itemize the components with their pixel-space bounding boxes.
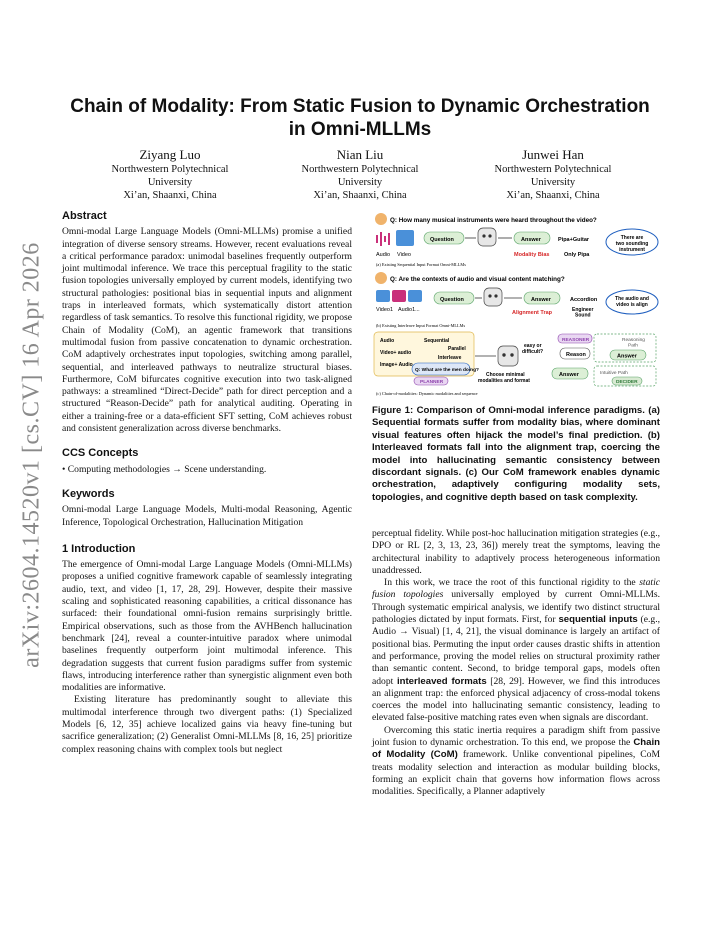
decider-label: DECIDER bbox=[616, 380, 638, 385]
right-column bbox=[372, 528, 660, 799]
ccs-text: • Computing methodologies → Scene understanding. bbox=[62, 463, 267, 475]
intro-paragraph-1: The emergence of Omni-modal Large Language Models (Omni-MLLMs) proposes a unified cognitive framework capable of seamlessly integrating audio, text, and video [1, 17, 28, 29]. However, despite their massive scaling and sophisticated reasoning capabilities, a critical dissonance has surfaced: their foundational omni-fusion remains surprisingly brittle. Empirical observations, such as those from the AVHBench hallucination benchmark [24], reveal a counter-intuitive paradox where unimodal baselines frequently outperform joint multimodal inference. This degradation suggests that current fusion paradigms suffer from systemic flaws, introducing interference rather than synergistic alignment even both modalities are informative. bbox=[62, 559, 352, 694]
figure-1-diagram bbox=[372, 210, 660, 400]
audio-label: Audio bbox=[376, 252, 391, 258]
answer-value-1: Pipa+Guitar bbox=[558, 237, 590, 243]
answer-label: Answer bbox=[521, 237, 541, 243]
author-affiliation: Northwestern Polytechnical bbox=[111, 164, 229, 175]
bubble-1-text: There are two sounding instrument bbox=[615, 235, 649, 253]
caption-c: (c) Chain-of-modalities: Dynamic modalities and sequence bbox=[376, 391, 478, 396]
answer-label: Answer bbox=[559, 372, 579, 378]
robot-icon bbox=[478, 228, 496, 246]
author-affiliation: University bbox=[530, 177, 576, 188]
question-1: Q: How many musical instruments were heard throughout the video? bbox=[390, 217, 597, 224]
video-icon bbox=[396, 230, 414, 246]
figure-1 bbox=[372, 210, 660, 400]
panel-a bbox=[372, 210, 660, 270]
author-location: Xi’an, Shaanxi, China bbox=[123, 190, 217, 201]
keywords-text: Omni-modal Large Language Models, Multi-modal Reasoning, Agentic Inference, Topological Orchestration, Hallucination Mitigation bbox=[62, 504, 352, 528]
author-affiliation: University bbox=[147, 177, 193, 188]
author-location: Xi’an, Shaanxi, China bbox=[506, 190, 600, 201]
question-3: Q: What are the men doing? bbox=[415, 368, 479, 373]
right-paragraph-2: Overcoming this static inertia requires a paradigm shift from passive joint fusion to dynamic orchestration. To this end, we propose the Chain of Modality (CoM) framework. Unlike conventional pipelines, CoM treats modality selection and interaction as modular building blocks, forming an explicit chain that governs how information flows across modalities. Specifically, a Planner adaptively bbox=[372, 724, 661, 798]
caption-a: (a) Existing Sequential Input Format Omni-MLLMs bbox=[376, 262, 466, 267]
keywords-heading: Keywords bbox=[62, 487, 115, 500]
right-paragraph-0: perceptual fidelity. While post-hoc hallucination mitigation strategies (e.g., DPO or RL [2, 3, 13, 23, 36]) merely treat the symptoms, leaving the architectural inability to adaptively process heterogeneous information unaddressed. bbox=[372, 528, 660, 576]
author-location: Xi’an, Shaanxi, China bbox=[313, 190, 407, 201]
author-affiliation: Northwestern Polytechnical bbox=[301, 164, 419, 175]
alignment-trap-label: Alignment Trap bbox=[512, 310, 553, 316]
audio-icon bbox=[392, 290, 406, 302]
panel-c bbox=[374, 332, 656, 396]
panel-b bbox=[375, 272, 658, 328]
sequential-option: Sequential bbox=[424, 338, 450, 344]
question-2: Q: Are the contexts of audio and visual content matching? bbox=[390, 276, 565, 283]
author-3 bbox=[458, 147, 648, 202]
image-audio-option: Image+ Audio bbox=[380, 362, 413, 368]
video-label: Video bbox=[397, 252, 411, 258]
figure-caption: Figure 1: Comparison of Omni-modal inference paradigms. (a) Sequential formats suffer from modality bias, where dominant visual features often hijack the model’s final prediction. (b) Interleaved formats fall into the alignment trap, coercing the model into hallucinating semantic consistency between discordant signals. (c) Our CoM framework enables dynamic orchestration, adaptively configuring modality sets, topologies, and cognitive depth based on task complexity. bbox=[372, 405, 660, 503]
caption-b: (b) Existing Interleave Input Format Omni-MLLMs bbox=[376, 323, 466, 328]
answer-label: Answer bbox=[617, 353, 637, 360]
robot-icon bbox=[498, 346, 518, 366]
choose-minimal-label: Choose minimal modalities and format bbox=[478, 372, 530, 384]
only-pipa-label: Only Pipa bbox=[564, 252, 590, 258]
audio-option: Audio bbox=[380, 338, 395, 344]
arxiv-sidebar-id: arXiv:2604.14520v1 [cs.CV] 16 Apr 2026 bbox=[18, 242, 45, 668]
modality-bias-label: Modality Bias bbox=[514, 252, 550, 258]
reason-label: Reason bbox=[566, 352, 586, 358]
parallel-option: Parallel bbox=[448, 346, 466, 352]
answer-label: Answer bbox=[531, 297, 551, 303]
robot-icon bbox=[484, 288, 502, 306]
author-2 bbox=[265, 147, 455, 202]
right-paragraph-1: In this work, we trace the root of this functional rigidity to the static fusion topologies universally employed by current Omni-MLLMs. Through systematic empirical analysis, we identify two distinct structural pathologies dictated by input formats. First, for sequential inputs (e.g., Audio → Visual) [1, 4, 21], the visual dominance is largely an artifact of positional bias. Permuting the input order causes drastic shifts in attention and performance, proving the model relies on structural proximity rather than semantic content. Second, to bridge temporal gaps, models often adopt interleaved formats [28, 29]. However, we find this introduces an alignment trap: the enforced physical adjacency of cross-modal tokens coerces the model into hallucinating semantic consistency, leading to elevated false-positive matching rates even when signals are discordant. bbox=[372, 577, 660, 724]
avatar-icon bbox=[375, 213, 387, 225]
author-1 bbox=[75, 147, 265, 202]
question-label: Question bbox=[430, 237, 454, 243]
left-column bbox=[62, 210, 352, 756]
intro-heading: 1 Introduction bbox=[62, 542, 136, 555]
intro-paragraph-2: Existing literature has predominantly sought to alleviate this multimodal interference through two divergent paths: (1) Specialized Models [6, 12, 35] achieve localized gains via heavy fine-tuning but sacrifice generalization; (2) Generalist Omni-MLLMs [8, 16, 25] prioritize complex reasoning chains with complex tools but neglect bbox=[62, 694, 352, 755]
audio1-label: Audio1... bbox=[398, 307, 420, 313]
bubble-2-text: The audio and video is align bbox=[615, 296, 649, 308]
author-affiliation: University bbox=[337, 177, 383, 188]
author-affiliation: Northwestern Polytechnical bbox=[494, 164, 612, 175]
author-name: Ziyang Luo bbox=[139, 147, 201, 162]
paper-title: Chain of Modality: From Static Fusion to Dynamic Orchestration in Omni-MLLMs bbox=[70, 96, 650, 140]
author-name: Nian Liu bbox=[336, 147, 384, 162]
engineer-sound-label: Engineer Sound bbox=[572, 307, 594, 319]
abstract-text: Omni-modal Large Language Models (Omni-MLLMs) promise a unified integration of diverse sensory streams. However, recent evaluations reveal a critical performance paradox: unimodal baselines frequently outperform joint multimodal inference. We trace this perceptual fragility to the static fusion topologies universally employed by current models, identifying two structural pathologies: positional bias in sequential inputs and alignment traps in interleaved formats, which systematically distort attention regardless of task semantics. To resolve this functional rigidity, we propose Chain of Modality (CoM), an agentic framework that transitions multimodal fusion from passive concatenation to dynamic orchestration. CoM adaptively orchestrates input topologies, switching among parallel, sequential, and interleaved pathways to neutralize structural biases. Furthermore, CoM bifurcates cognitive execution into two task-aligned pathways: a streamlined “Direct-Decide” path for direct perception and a structured “Reason-Decide” path for analytical auditing. Operating in either a training-free or a data-efficient SFT setting, CoM achieves robust and consistent generalization across diverse benchmarks. bbox=[62, 226, 352, 435]
reasoning-path-label: Reasoning Path bbox=[622, 338, 645, 349]
video-audio-option: Video+ audio bbox=[380, 350, 412, 356]
reasoner-label: REASONER bbox=[562, 338, 590, 343]
video-icon bbox=[376, 290, 390, 302]
answer-value-2: Accordion bbox=[570, 297, 598, 303]
abstract-heading: Abstract bbox=[62, 210, 107, 222]
planner-label: PLANNER bbox=[420, 380, 444, 385]
intuitive-path-label: Intuitive Path bbox=[600, 371, 628, 376]
video1-label: Video1 bbox=[376, 307, 394, 313]
avatar-icon bbox=[375, 272, 387, 284]
question-label: Question bbox=[440, 297, 464, 303]
easy-or-difficult: easy or difficult? bbox=[522, 343, 544, 355]
interleave-option: Interleave bbox=[438, 355, 462, 361]
ccs-heading: CCS Concepts bbox=[62, 447, 139, 460]
author-name: Junwei Han bbox=[522, 147, 584, 162]
